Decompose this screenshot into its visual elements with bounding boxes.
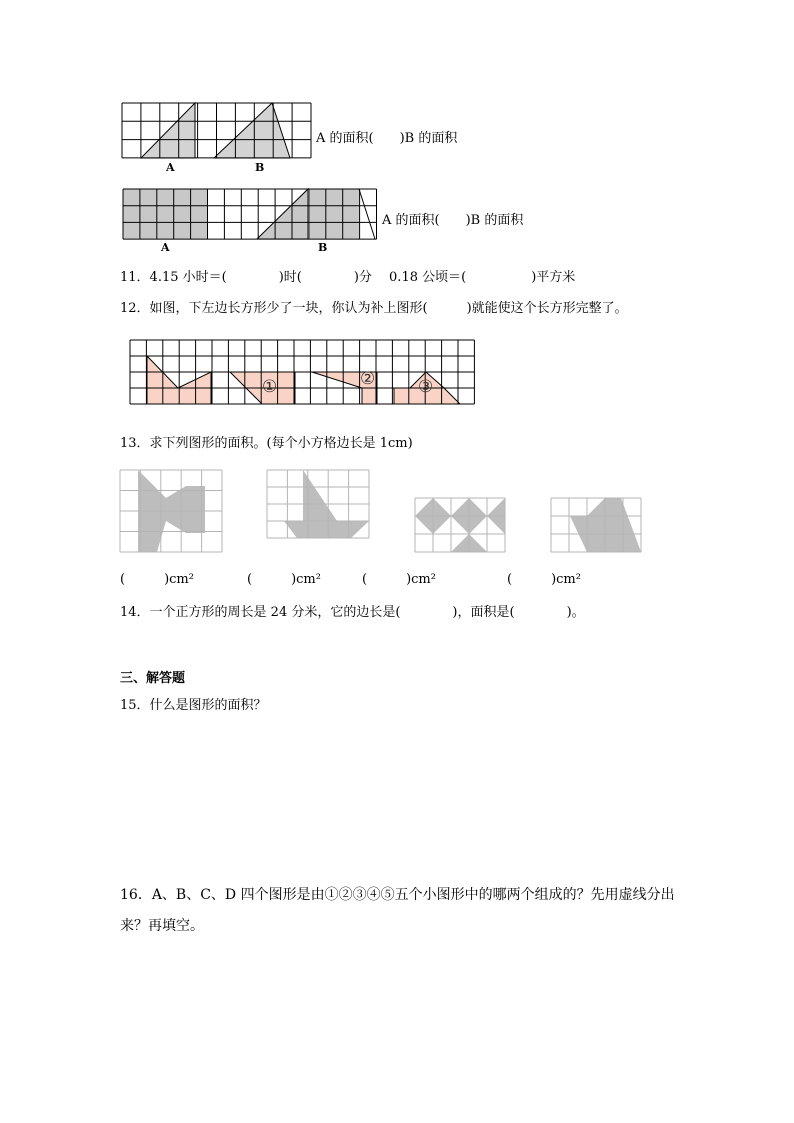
question-14: 14．一个正方形的周长是 24 分米，它的边长是( )，面积是( )。: [120, 605, 585, 620]
option-3-label: ③: [418, 377, 434, 397]
figure-2-label-a: A: [161, 241, 170, 254]
question-11: 11．4.15 小时＝( )时( )分 0.18 公顷＝( )平方米: [120, 270, 576, 285]
area-answer-2: ( )cm²: [247, 572, 321, 587]
question-12: 12．如图，下左边长方形少了一块，你认为补上图形( )就能使这个长方形完整了。: [120, 301, 628, 316]
area-answer-3: ( )cm²: [362, 572, 436, 587]
figure-2-compare: A 的面积( )B 的面积: [382, 213, 524, 228]
area-answer-4: ( )cm²: [507, 572, 581, 587]
question-13-grids: [0, 0, 794, 560]
area-answer-1: ( )cm²: [120, 572, 194, 587]
option-2-label: ②: [360, 369, 376, 389]
figure-1-compare: A 的面积( )B 的面积: [316, 131, 458, 146]
figure-2-label-b: B: [318, 241, 328, 254]
question-15: 15．什么是图形的面积？: [120, 698, 267, 713]
question-16-line-2: 来？再填空。: [120, 918, 204, 934]
option-1-label: ①: [262, 377, 278, 397]
figure-1-label-b: B: [255, 161, 265, 174]
section-3-title: 三、解答题: [120, 671, 186, 686]
question-13: 13．求下列图形的面积。(每个小方格边长是 1cm): [120, 436, 413, 451]
question-16-line-1: 16．A、B、C、D 四个图形是由①②③④⑤五个小图形中的哪两个组成的？先用虚线分出: [120, 887, 675, 903]
figure-1-label-a: A: [166, 161, 175, 174]
